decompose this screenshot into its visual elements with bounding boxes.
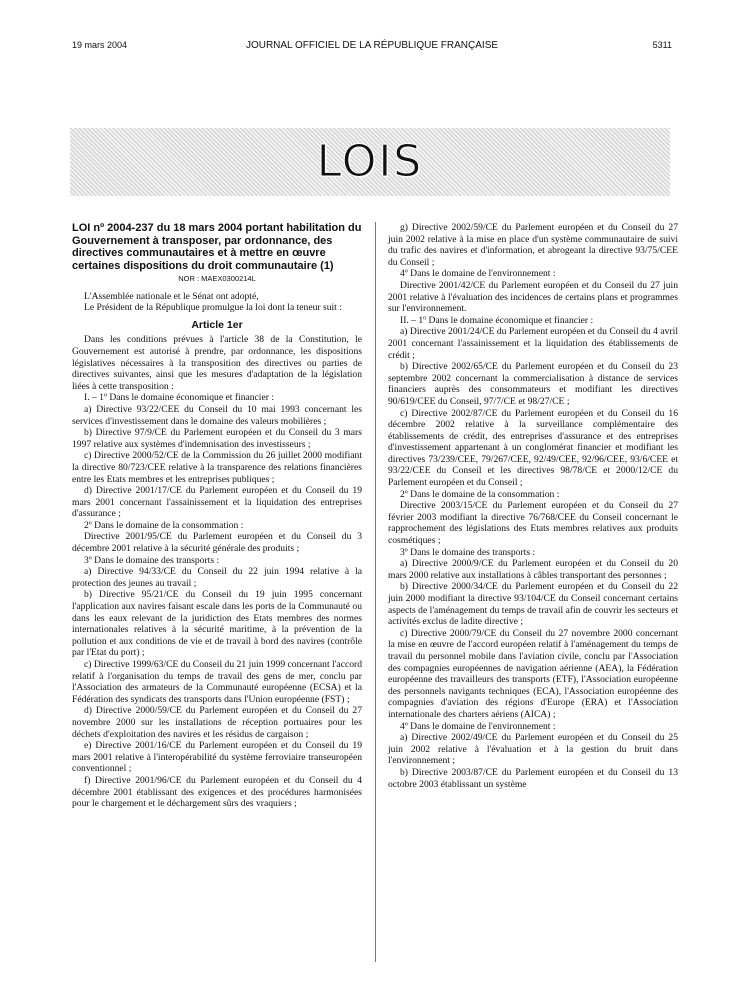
paragraph: Directive 2001/42/CE du Parlement européen et du Conseil du 27 juin 2001 relative à l'évaluation des incidences de certains plans et programmes sur l'environnement. bbox=[388, 279, 678, 315]
paragraph: b) Directive 2002/65/CE du Parlement européen et du Conseil du 23 septembre 2002 concernant la commercialisation à distance de services financiers auprès des consommateurs et modifiant les directives 90/619/CEE du Conseil, 97/7/CE et 98/27/CE ; bbox=[388, 361, 678, 407]
paragraph: g) Directive 2002/59/CE du Parlement européen et du Conseil du 27 juin 2002 relative à la mise en place d'un système communautaire de suivi du trafic des navires et d'information, et abrogeant la directive 93/75/CEE du Conseil ; bbox=[388, 222, 678, 268]
header-date: 19 mars 2004 bbox=[72, 40, 128, 50]
paragraph: d) Directive 2000/59/CE du Parlement européen et du Conseil du 27 novembre 2000 sur les installations de réception portuaires pour les déchets d'exploitation des navires et les résidus de cargaison ; bbox=[72, 705, 362, 740]
section-banner bbox=[70, 128, 670, 196]
paragraph: c) Directive 2000/52/CE de la Commission du 26 juillet 2000 modifiant la directive 80/723/CEE relative à la transparence des relations financières entre les Etats membres et les entreprises publiques ; bbox=[72, 450, 362, 485]
paragraph: b) Directive 97/9/CE du Parlement européen et du Conseil du 3 mars 1997 relative aux systèmes d'indemnisation des investisseurs ; bbox=[72, 427, 362, 450]
paragraph: 4º Dans le domaine de l'environnement : bbox=[400, 720, 556, 732]
paragraph: I. – 1º Dans le domaine économique et financier : bbox=[84, 392, 274, 404]
paragraph: 4º Dans le domaine de l'environnement : bbox=[400, 268, 556, 280]
paragraph: a) Directive 2000/9/CE du Parlement européen et du Conseil du 20 mars 2000 relative aux installations à câbles transportant des personnes ; bbox=[388, 558, 678, 581]
paragraph: Directive 2003/15/CE du Parlement européen et du Conseil du 27 février 2003 modifiant la directive 76/768/CEE du Conseil concernant le rapprochement des législations des Etats membres relatives aux produits cosmétiques ; bbox=[388, 500, 678, 547]
paragraph: d) Directive 2001/17/CE du Parlement européen et du Conseil du 19 mars 2001 concernant l'assainissement et la liquidation des entreprises d'assurance ; bbox=[72, 485, 362, 520]
page-header bbox=[72, 40, 672, 54]
paragraph: 2º Dans le domaine de la consommation : bbox=[400, 488, 560, 500]
paragraph: 2º Dans le domaine de la consommation : bbox=[84, 519, 244, 531]
paragraph: b) Directive 95/21/CE du Conseil du 19 juin 1995 concernant l'application aux navires faisant escale dans les ports de la Communauté ou dans les eaux relevant de la juridiction des Etats membres des normes internationales relatives à la sécurité maritime, à la prévention de la pollution et aux conditions de vie et de travail à bord des navires (contrôle par l'Etat du port) ; bbox=[72, 589, 362, 659]
column-divider bbox=[375, 222, 376, 962]
section-title: LOIS bbox=[316, 136, 424, 187]
paragraph: a) Directive 2002/49/CE du Parlement européen et du Conseil du 25 juin 2002 relative à l'évaluation et à la gestion du bruit dans l'environnement ; bbox=[388, 732, 678, 767]
paragraph: a) Directive 2001/24/CE du Parlement européen et du Conseil du 4 avril 2001 concernant l'assainissement et la liquidation des établissements de crédit ; bbox=[388, 326, 678, 361]
paragraph: II. – 1º Dans le domaine économique et financier : bbox=[400, 314, 594, 326]
right-column bbox=[388, 222, 678, 790]
paragraph: Le Président de la République promulgue la loi dont la teneur suit : bbox=[84, 302, 342, 314]
paragraph: Directive 2001/95/CE du Parlement européen et du Conseil du 3 décembre 2001 relative à la sécurité générale des produits ; bbox=[72, 531, 362, 555]
paragraph: c) Directive 2002/87/CE du Parlement européen et du Conseil du 16 décembre 2002 relative à la surveillance complémentaire des établissements de crédit, des entreprises d'assurance et des entreprises d'investissement appartenant à un conglomérat financier et modifiant les directives 73/239/CEE, 79/267/CEE, 92/49/CEE, 92/96/CEE, 93/6/CEE et 93/22/CEE du Conseil et les directives 98/78/CE et 2000/12/CE du Parlement européen et du Conseil ; bbox=[388, 407, 678, 489]
paragraph: Dans les conditions prévues à l'article 38 de la Constitution, le Gouvernement est autorisé à prendre, par ordonnance, les dispositions législatives nécessaires à la transposition des directives ou parties de directives suivantes, ainsi que les mesures d'adaptation de la législation liées à cette transposition : bbox=[72, 334, 362, 392]
paragraph: L'Assemblée nationale et le Sénat ont adopté, bbox=[84, 290, 259, 302]
paragraph: 3º Dans le domaine des transports : bbox=[400, 546, 536, 558]
nor-reference: NOR : MAEX0300214L bbox=[178, 274, 256, 283]
paragraph: b) Directive 2000/34/CE du Parlement européen et du Conseil du 22 juin 2000 modifiant la directive 93/104/CE du Conseil concernant certains aspects de l'aménagement du temps de travail afin de couvrir les secteurs et activités exclus de ladite directive ; bbox=[388, 581, 678, 628]
paragraph: b) Directive 2003/87/CE du Parlement européen et du Conseil du 13 octobre 2003 établissant un système bbox=[388, 766, 678, 790]
paragraph: f) Directive 2001/96/CE du Parlement européen et du Conseil du 4 décembre 2001 établissant des exigences et des procédures harmonisées pour le chargement et le déchargement sûrs des vraquiers ; bbox=[72, 774, 362, 810]
paragraph: 3º Dans le domaine des transports : bbox=[84, 554, 220, 566]
law-title: LOI nº 2004-237 du 18 mars 2004 portant habilitation du Gouvernement à transposer, par ordonnance, des directives communautaires et à mettre en œuvre certaines dispositions du droit communautaire (1) bbox=[72, 222, 362, 272]
journal-title: JOURNAL OFFICIEL DE LA RÉPUBLIQUE FRANÇAISE bbox=[245, 40, 499, 51]
paragraph: c) Directive 1999/63/CE du Conseil du 21 juin 1999 concernant l'accord relatif à l'organisation du temps de travail des gens de mer, conclu par l'Association des armateurs de la Communauté européenne (ECSA) et la Fédération des syndicats des transports dans l'Union européenne (FST) ; bbox=[72, 659, 362, 705]
page-number: 5311 bbox=[652, 40, 672, 50]
article-heading: Article 1er bbox=[191, 318, 243, 331]
left-column bbox=[72, 222, 362, 810]
paragraph: c) Directive 2000/79/CE du Conseil du 27 novembre 2000 concernant la mise en œuvre de l'accord européen relatif à l'aménagement du temps de travail du personnel mobile dans l'aviation civile, conclu par l'Association des compagnies européennes de navigation aérienne (AEA), la Fédération européenne des travailleurs des transports (ETF), l'Association européenne des personnels navigants techniques (ECA), l'Association européenne des compagnies d'aviation des régions d'Europe (ERA) et l'Association internationale des charters aériens (AICA) ; bbox=[388, 627, 678, 720]
paragraph: a) Directive 93/22/CEE du Conseil du 10 mai 1993 concernant les services d'investissement dans le domaine des valeurs mobilières ; bbox=[72, 403, 362, 427]
paragraph: a) Directive 94/33/CE du Conseil du 22 juin 1994 relative à la protection des jeunes au travail ; bbox=[72, 566, 362, 589]
paragraph: e) Directive 2001/16/CE du Parlement européen et du Conseil du 19 mars 2001 relative à l'interopérabilité du système ferroviaire transeuropéen conventionnel ; bbox=[72, 740, 362, 775]
